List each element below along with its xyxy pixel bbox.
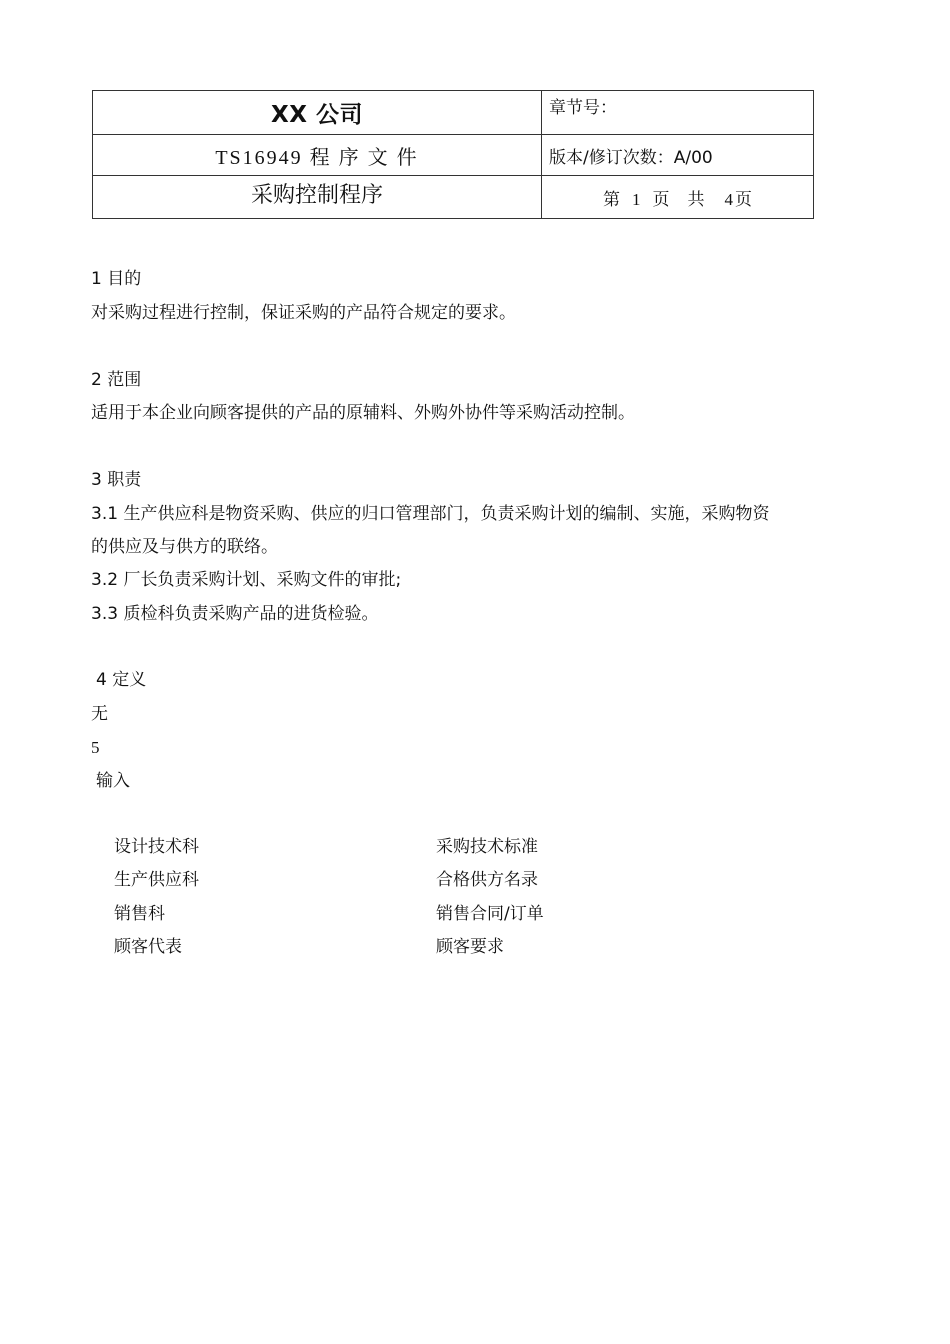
version-label: 版本/修订次数：A/00 [549, 147, 713, 168]
company-name: XX 公司 [271, 102, 363, 128]
section-5-number: 5 [91, 738, 100, 757]
page-total-word: 共 [687, 189, 705, 209]
input-dept: 销售科 [114, 904, 165, 924]
chapter-label: 章节号： [549, 98, 617, 118]
page-prefix: 第 [603, 189, 620, 209]
section-2-body: 适用于本企业向顾客提供的产品的原辅料、外购外协件等采购活动控制。 [91, 403, 635, 423]
version-cell [542, 135, 814, 176]
input-doc: 合格供方名录 [436, 870, 538, 890]
section-3-1-line1: 3.1 生产供应科是物资采购、供应的归口管理部门，负责采购计划的编制、实施，采购物资 [91, 504, 770, 524]
section-3-title: 3 职责 [91, 470, 142, 490]
input-doc: 顾客要求 [436, 937, 504, 957]
page-suffix: 页 [735, 189, 752, 209]
section-2-title: 2 范围 [91, 370, 142, 390]
section-4-body: 无 [91, 704, 108, 724]
doc-type-cell [93, 135, 542, 176]
section-3-3: 3.3 质检科负责采购产品的进货检验。 [91, 604, 379, 624]
input-doc: 采购技术标准 [436, 837, 538, 857]
section-1-title: 1 目的 [91, 269, 142, 289]
section-1-body: 对采购过程进行控制，保证采购的产品符合规定的要求。 [91, 303, 516, 323]
page-total: 4 [724, 189, 733, 209]
page-current: 1 [632, 189, 641, 209]
section-3-2: 3.2 厂长负责采购计划、采购文件的审批; [91, 570, 402, 590]
page-word: 页 [652, 189, 670, 209]
title-cell [93, 176, 542, 219]
company-cell [93, 91, 542, 135]
input-doc: 销售合同/订单 [436, 904, 544, 924]
input-dept: 设计技术科 [114, 837, 199, 857]
page-info-cell [542, 176, 814, 219]
procedure-title: 采购控制程序 [250, 183, 383, 208]
section-3-1-line2: 的供应及与供方的联络。 [91, 537, 278, 557]
doc-type: TS16949 程 序 文 件 [215, 146, 419, 169]
input-dept: 顾客代表 [114, 937, 182, 957]
section-4-title: 4 定义 [96, 670, 147, 690]
document-header-table [92, 90, 814, 219]
input-dept: 生产供应科 [114, 870, 199, 890]
chapter-cell [542, 91, 814, 135]
section-5-title: 输入 [96, 771, 130, 791]
